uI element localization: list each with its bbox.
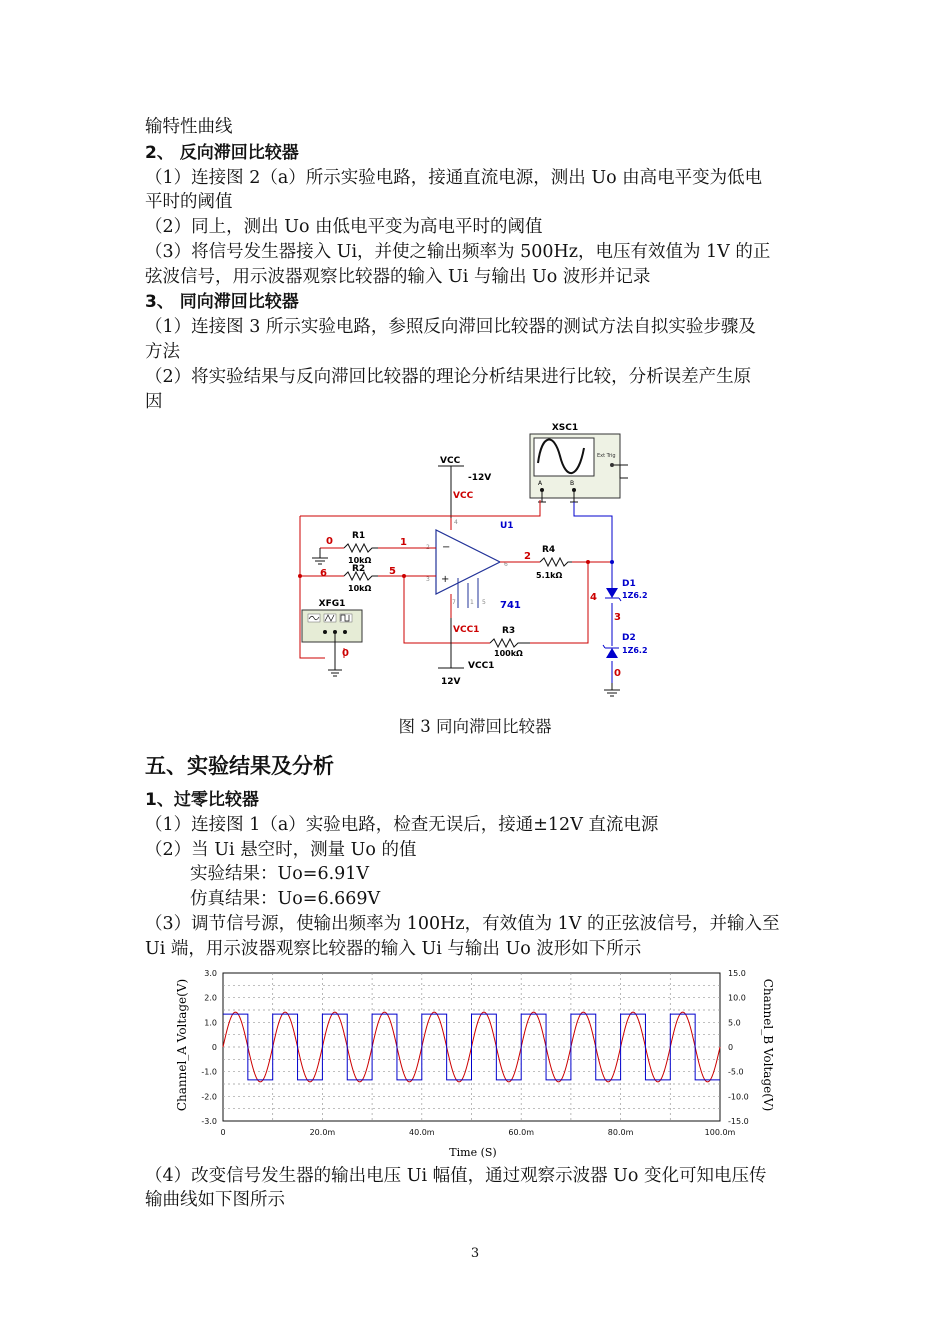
net-label: 5 [389, 566, 396, 577]
y-tick-label-right: -10.0 [728, 1092, 749, 1102]
zener-diode-d1 [606, 588, 618, 598]
y-tick-label-left: -3.0 [201, 1117, 217, 1126]
text-line: （3）调节信号源，使输出频率为 100Hz，有效值为 1V 的正弦波信号，并输入至 [145, 914, 780, 934]
opamp-model: 741 [500, 600, 521, 611]
x-tick-label: 80.0m [607, 1128, 634, 1137]
text-line: 方法 [145, 342, 180, 362]
section-heading: 3、 同向滞回比较器 [145, 292, 299, 312]
net-label: 6 [320, 568, 327, 579]
resistor-r4 [540, 558, 572, 566]
d2-value: 1Z6.2 [622, 646, 648, 655]
pin-label: 2 [426, 544, 430, 551]
text-line: （1）连接图 3 所示实验电路，参照反向滞回比较器的测试方法自拟实验步骤及 [145, 317, 756, 337]
net-label: 4 [590, 592, 597, 603]
text-line: 弦波信号，用示波器观察比较器的输入 Ui 与输出 Uo 波形并记录 [145, 267, 651, 287]
text-line: 输曲线如下图所示 [145, 1190, 285, 1210]
net-label: 0 [342, 648, 349, 659]
y-tick-label-right: 10.0 [728, 993, 746, 1003]
result-line: 实验结果：Uo=6.91V [190, 864, 370, 884]
series-line-channel-b [223, 1014, 720, 1080]
waveform-chart [170, 965, 790, 1160]
circuit-diagram [280, 418, 648, 703]
svg-text:+: + [441, 574, 450, 585]
vcc1-net-label: VCC1 [453, 625, 480, 635]
vcc1-value: 12V [441, 677, 461, 687]
text-line: Ui 端，用示波器观察比较器的输入 Ui 与输出 Uo 波形如下所示 [145, 939, 642, 959]
text-line: 因 [145, 392, 163, 412]
ground-symbol [604, 683, 620, 696]
net-label: 3 [614, 612, 621, 623]
text-line: （2）将实验结果与反向滞回比较器的理论分析结果进行比较，分析误差产生原 [145, 367, 752, 387]
net-label: 1 [400, 537, 407, 548]
y-tick-label-right: 0 [728, 1043, 734, 1052]
d1-value: 1Z6.2 [622, 591, 648, 600]
ext-trig-label: Ext Trig [597, 453, 616, 459]
y-tick-label-right: -15.0 [728, 1117, 749, 1126]
pin-label: 6 [504, 561, 508, 568]
vcc-value: -12V [468, 473, 492, 483]
vcc1-label: VCC1 [468, 661, 495, 671]
r4-value: 5.1kΩ [536, 571, 563, 580]
y-tick-label-left: 1.0 [204, 1018, 217, 1028]
chart-ticks [201, 969, 748, 1137]
channel-a-label: A [538, 480, 543, 487]
xsc-label: XSC1 [551, 423, 579, 433]
ground-symbol [312, 548, 328, 564]
text-line: （2）当 Ui 悬空时，测量 Uo 的值 [145, 840, 417, 860]
ext-trig-terminal [610, 463, 614, 467]
text-line: （1）连接图 1（a）实验电路，检查无误后，接通±12V 直流电源 [145, 815, 659, 835]
xfg-label: XFG1 [318, 599, 346, 609]
r2-label: R2 [352, 564, 366, 574]
text-line: （4）改变信号发生器的输出电压 Ui 幅值，通过观察示波器 Uo 变化可知电压传 [145, 1166, 767, 1186]
text-line: 输特性曲线 [145, 117, 233, 137]
y-tick-label-left: -1.0 [201, 1067, 217, 1077]
page-number: 3 [470, 1246, 480, 1261]
text-line: （3）将信号发生器接入 Ui，并使之输出频率为 500Hz，电压有效值为 1V 的正 [145, 242, 771, 262]
pin-label: 3 [426, 576, 430, 583]
pin-label: 5 [482, 599, 486, 606]
net-label: 0 [326, 536, 333, 547]
vcc-label: VCC [440, 456, 461, 466]
x-tick-label: 40.0m [408, 1128, 435, 1137]
y-axis-label-left: Channel_A Voltage(V) [175, 978, 189, 1112]
pin-label: 4 [454, 519, 458, 526]
r2-value: 10kΩ [348, 584, 372, 593]
vcc-net-label: VCC [453, 491, 474, 501]
figure-caption: 图 3 同向滞回比较器 [398, 717, 552, 736]
y-tick-label-left: -2.0 [201, 1092, 217, 1102]
r1-label: R1 [352, 531, 366, 541]
y-tick-label-right: 5.0 [728, 1018, 741, 1028]
r3-label: R3 [502, 626, 516, 636]
x-tick-label: 100.0m [704, 1128, 736, 1137]
section-heading: 1、过零比较器 [145, 790, 259, 810]
result-line: 仿真结果：Uo=6.669V [190, 889, 381, 909]
x-axis-label: Time (S) [449, 1146, 497, 1159]
section-title: 五、实验结果及分析 [145, 754, 334, 778]
svg-text:−: − [442, 542, 451, 553]
y-tick-label-left: 3.0 [204, 969, 217, 978]
x-tick-label: 0 [220, 1128, 226, 1137]
chart-series [223, 1012, 720, 1082]
resistor-r3 [490, 639, 530, 647]
x-tick-label: 60.0m [508, 1128, 535, 1137]
pin-label: 1 [470, 599, 474, 606]
net-label: 2 [524, 551, 531, 562]
u1-label: U1 [500, 521, 514, 531]
text-line: 平时的阈值 [145, 192, 233, 212]
pin-label: 7 [452, 599, 456, 606]
y-tick-label-right: 15.0 [728, 969, 746, 978]
text-line: （2）同上，测出 Uo 由低电平变为高电平时的阈值 [145, 217, 543, 237]
d1-label: D1 [622, 579, 636, 589]
y-axis-label-right: Channel_B Voltage(V) [761, 978, 775, 1112]
d2-label: D2 [622, 633, 636, 643]
y-tick-label-left: 2.0 [204, 993, 217, 1003]
channel-b-label: B [570, 480, 575, 487]
r1-value: 10kΩ [348, 556, 372, 565]
text-line: （1）连接图 2（a）所示实验电路，接通直流电源，测出 Uo 由高电平变为低电 [145, 168, 763, 188]
r3-value: 100kΩ [494, 649, 523, 658]
zener-diode-d2 [606, 648, 618, 658]
resistor-r1 [344, 544, 378, 552]
y-tick-label-left: 0 [211, 1043, 217, 1052]
r4-label: R4 [542, 545, 556, 555]
net-label: 0 [614, 668, 621, 679]
x-tick-label: 20.0m [309, 1128, 336, 1137]
section-heading: 2、 反向滞回比较器 [145, 143, 299, 163]
y-tick-label-right: -5.0 [728, 1067, 744, 1077]
